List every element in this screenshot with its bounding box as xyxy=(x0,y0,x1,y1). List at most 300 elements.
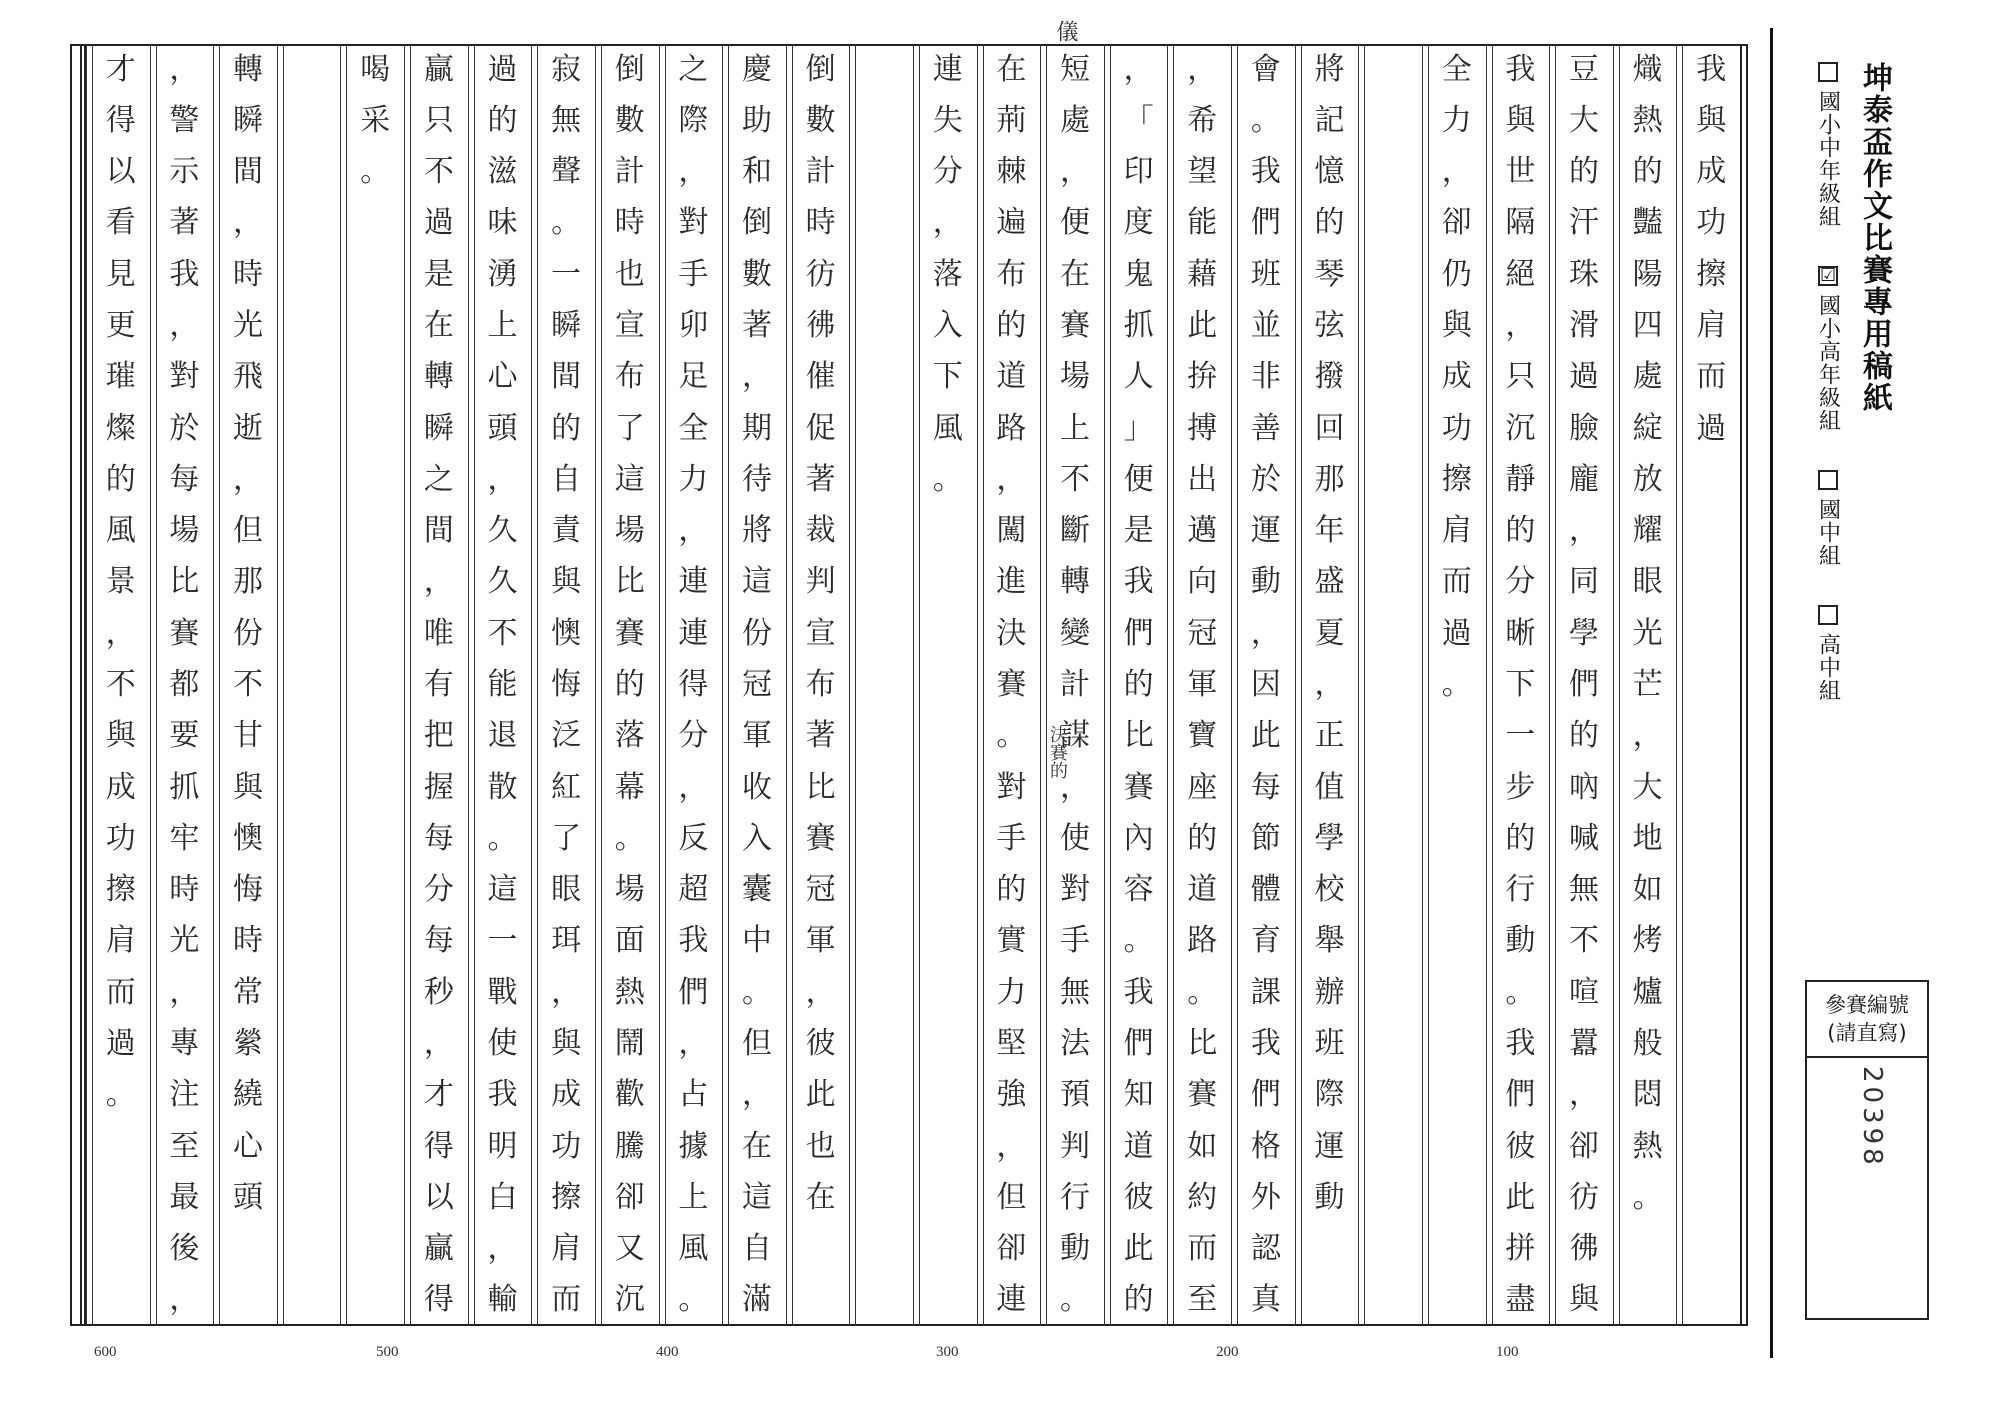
grid-character: 。 xyxy=(741,974,772,1010)
grid-character: 心 xyxy=(233,1128,264,1164)
grid-character: 。 xyxy=(487,820,518,856)
grid-character: 處 xyxy=(1632,359,1663,395)
grid-character: 至 xyxy=(169,1128,200,1164)
grid-character: 軍 xyxy=(805,923,836,959)
grid-character: 著 xyxy=(741,308,772,344)
grid-character: 警 xyxy=(169,102,200,138)
grid-character: 彷 xyxy=(805,256,836,292)
grid-character: 熱 xyxy=(614,974,645,1010)
grid-character: 進 xyxy=(996,564,1027,600)
grid-character: 班 xyxy=(1250,256,1281,292)
grid-character: 風 xyxy=(105,513,136,549)
grid-character: 們 xyxy=(678,974,709,1010)
grid-character: 動 xyxy=(1250,564,1281,600)
grid-character: 夏 xyxy=(1314,615,1345,651)
grid-character: 我 xyxy=(1505,51,1536,87)
grid-character: 間 xyxy=(233,154,264,190)
ruler-mark: 100 xyxy=(1496,1344,1519,1360)
grid-character: 鬧 xyxy=(614,1025,645,1061)
grid-character: ， xyxy=(678,1025,709,1061)
grid-character: 般 xyxy=(1632,1025,1663,1061)
grid-character: 唯 xyxy=(423,615,454,651)
grid-character: 數 xyxy=(805,102,836,138)
character-count-ruler xyxy=(0,1344,1740,1368)
form-title: 坤泰盃作文比賽專用稿紙 xyxy=(1857,62,1892,414)
grid-character: 上 xyxy=(487,308,518,344)
grid-character: 吶 xyxy=(1568,769,1599,805)
grid-character: 短 xyxy=(1060,51,1091,87)
grid-character: 的 xyxy=(996,872,1027,908)
grid-character: 過 xyxy=(1441,615,1472,651)
grid-character: 晰 xyxy=(1505,615,1536,651)
grid-character: 入 xyxy=(741,820,772,856)
grid-character: 處 xyxy=(1060,102,1091,138)
grid-character: 班 xyxy=(1314,1025,1345,1061)
grid-character: 期 xyxy=(741,410,772,446)
grid-character: 力 xyxy=(996,974,1027,1010)
grid-character: ， xyxy=(1441,154,1472,190)
grid-character: 此 xyxy=(1187,308,1218,344)
grid-character: 格 xyxy=(1250,1128,1281,1164)
grid-character: 散 xyxy=(487,769,518,805)
grid-character: 與 xyxy=(1568,1282,1599,1318)
grid-character: 。 xyxy=(678,1282,709,1318)
grid-character: 的 xyxy=(996,308,1027,344)
grid-character: 自 xyxy=(741,1231,772,1267)
grid-character: 的 xyxy=(487,102,518,138)
grid-character: 對 xyxy=(1060,872,1091,908)
grid-character: 抓 xyxy=(169,769,200,805)
grid-character: 的 xyxy=(614,667,645,702)
grid-character: 道 xyxy=(996,359,1027,395)
grid-character: 布 xyxy=(996,256,1027,292)
grid-character: 成 xyxy=(551,1077,582,1113)
grid-character: 於 xyxy=(169,410,200,446)
grid-character: 變 xyxy=(1060,615,1091,651)
grid-character: 肩 xyxy=(105,923,136,959)
grid-character: 此 xyxy=(1505,1179,1536,1215)
column-rule xyxy=(346,44,347,1326)
grid-character: 「 xyxy=(1123,102,1154,138)
grid-character: 課 xyxy=(1250,974,1281,1010)
grid-character: 法 xyxy=(1060,1025,1091,1061)
grid-character: 彼 xyxy=(1123,1179,1154,1215)
grid-character: 賽 xyxy=(614,615,645,651)
grid-character: 同 xyxy=(1568,564,1599,600)
grid-character: 正 xyxy=(1314,718,1345,754)
grid-character: 陽 xyxy=(1632,256,1663,292)
grid-character: 常 xyxy=(233,974,264,1010)
grid-character: 分 xyxy=(423,872,454,908)
grid-character: 心 xyxy=(487,359,518,395)
grid-character: ， xyxy=(1632,718,1663,754)
grid-character: 卻 xyxy=(996,1231,1027,1267)
grid-character: 邁 xyxy=(1187,513,1218,549)
grid-character: ， xyxy=(423,1025,454,1061)
grid-character: 熾 xyxy=(1632,51,1663,87)
grid-character: 場 xyxy=(169,513,200,549)
grid-character: 無 xyxy=(1568,872,1599,908)
grid-character: 轉 xyxy=(423,359,454,395)
grid-character: 催 xyxy=(805,359,836,395)
grid-character: 間 xyxy=(423,513,454,549)
grid-character: 喝 xyxy=(360,51,391,87)
grid-character: 騰 xyxy=(614,1128,645,1164)
grid-character: 過 xyxy=(487,51,518,87)
grid-character: 的 xyxy=(1505,820,1536,856)
grid-character: 烤 xyxy=(1632,923,1663,959)
grid-character: 在 xyxy=(423,308,454,344)
grid-character: 上 xyxy=(678,1179,709,1215)
grid-character: 宣 xyxy=(614,308,645,344)
grid-character: 並 xyxy=(1250,308,1281,344)
grid-character: 斷 xyxy=(1060,513,1091,549)
grid-character: 此 xyxy=(1250,718,1281,754)
grid-character: 放 xyxy=(1632,461,1663,497)
grid-character: ， xyxy=(805,974,836,1010)
grid-character: 外 xyxy=(1250,1179,1281,1215)
grid-character: 而 xyxy=(1441,564,1472,600)
grid-character: 聲 xyxy=(551,154,582,190)
grid-character: 能 xyxy=(1187,205,1218,241)
grid-character: 賽 xyxy=(169,615,200,651)
grid-character: 賽 xyxy=(996,667,1027,702)
grid-character: 手 xyxy=(996,820,1027,856)
grid-character: 望 xyxy=(1187,154,1218,190)
grid-character: 看 xyxy=(105,205,136,241)
grid-character: 這 xyxy=(614,461,645,497)
grid-character: 又 xyxy=(614,1231,645,1267)
grid-character: ， xyxy=(487,1231,518,1267)
grid-character: 於 xyxy=(1250,461,1281,497)
ruler-mark: 300 xyxy=(936,1344,959,1360)
grid-character: 注 xyxy=(169,1077,200,1113)
grid-character: 風 xyxy=(678,1231,709,1267)
grid-character: 風 xyxy=(932,410,963,446)
grid-character: 謀 xyxy=(1060,718,1091,754)
grid-character: 熱 xyxy=(1632,102,1663,138)
grid-character: 久 xyxy=(487,513,518,549)
grid-character: 鬼 xyxy=(1123,256,1154,292)
grid-character: 光 xyxy=(1632,615,1663,651)
grid-character: 熱 xyxy=(1632,1128,1663,1164)
grid-character: 大 xyxy=(1568,102,1599,138)
grid-character: 。 xyxy=(360,154,391,190)
option-junior-high xyxy=(1808,470,1848,567)
grid-character: 。 xyxy=(551,205,582,241)
grid-character: 下 xyxy=(932,359,963,395)
grid-character: 們 xyxy=(1568,667,1599,702)
grid-character: 善 xyxy=(1250,410,1281,446)
grid-character: 如 xyxy=(1632,872,1663,908)
grid-character: 場 xyxy=(614,513,645,549)
entry-number-header xyxy=(1807,982,1927,1058)
grid-character: 賽 xyxy=(1187,1077,1218,1113)
grid-character: 印 xyxy=(1123,154,1154,190)
grid-character: 有 xyxy=(423,667,454,702)
grid-character: 得 xyxy=(678,667,709,702)
grid-character: 以 xyxy=(105,154,136,190)
grid-character: 際 xyxy=(1314,1077,1345,1113)
grid-character: 全 xyxy=(678,410,709,446)
grid-character: 在 xyxy=(996,51,1027,87)
grid-character: 耀 xyxy=(1632,513,1663,549)
grid-character: 了 xyxy=(551,820,582,856)
grid-character: 也 xyxy=(614,256,645,292)
grid-character: 超 xyxy=(678,872,709,908)
option-label: 高中組 xyxy=(1815,633,1841,702)
grid-character: 彼 xyxy=(1505,1128,1536,1164)
grid-character: 璀 xyxy=(105,359,136,395)
grid-character: 入 xyxy=(932,308,963,344)
grid-character: 著 xyxy=(805,461,836,497)
grid-character: 不 xyxy=(423,154,454,190)
grid-character: 連 xyxy=(932,51,963,87)
grid-character: 頭 xyxy=(487,410,518,446)
grid-character: ， xyxy=(1250,615,1281,651)
grid-character: 藉 xyxy=(1187,256,1218,292)
grid-character: 能 xyxy=(487,667,518,702)
grid-character: ， xyxy=(1060,154,1091,190)
grid-character: 預 xyxy=(1060,1077,1091,1113)
entry-number-value: 20398 xyxy=(1857,1066,1887,1169)
grid-character: ， xyxy=(169,308,200,344)
grid-character: 我 xyxy=(1250,1025,1281,1061)
grid-character: 。 xyxy=(1632,1179,1663,1215)
grid-character: 退 xyxy=(487,718,518,754)
grid-character: ， xyxy=(932,205,963,241)
grid-character: 運 xyxy=(1250,513,1281,549)
grid-character: 滋 xyxy=(487,154,518,190)
grid-character: 悶 xyxy=(1632,1077,1663,1113)
grid-character: ， xyxy=(1123,51,1154,87)
grid-character: 這 xyxy=(487,872,518,908)
grid-character: 與 xyxy=(233,769,264,805)
option-label: 國小中年級組 xyxy=(1815,90,1841,228)
grid-character: 擦 xyxy=(105,872,136,908)
grid-character: 場 xyxy=(614,872,645,908)
grid-character: 隔 xyxy=(1505,205,1536,241)
grid-character: 與 xyxy=(551,564,582,600)
grid-character: 爐 xyxy=(1632,974,1663,1010)
grid-character: 卻 xyxy=(1568,1128,1599,1164)
grid-character: 道 xyxy=(1187,872,1218,908)
grid-character: 秒 xyxy=(423,974,454,1010)
grid-character: 度 xyxy=(1123,205,1154,241)
grid-character: 收 xyxy=(741,769,772,805)
grid-character: 肩 xyxy=(1696,308,1727,344)
grid-character: 」 xyxy=(1123,410,1154,446)
grid-character: 。 xyxy=(1505,974,1536,1010)
grid-character: 力 xyxy=(678,461,709,497)
grid-character: 育 xyxy=(1250,923,1281,959)
grid-character: 豆 xyxy=(1568,51,1599,87)
grid-character: 但 xyxy=(741,1025,772,1061)
grid-character: 記 xyxy=(1314,102,1345,138)
grid-character: 座 xyxy=(1187,769,1218,805)
grid-character: 體 xyxy=(1250,872,1281,908)
grid-character: 與 xyxy=(551,1025,582,1061)
grid-character: 過 xyxy=(1568,359,1599,395)
grid-character: 我 xyxy=(169,256,200,292)
grid-character: 眼 xyxy=(551,872,582,908)
grid-character: 對 xyxy=(996,769,1027,805)
grid-character: 無 xyxy=(1060,974,1091,1010)
grid-character: 在 xyxy=(805,1179,836,1215)
grid-character: 久 xyxy=(487,564,518,600)
grid-character: 功 xyxy=(1696,205,1727,241)
grid-character: 憶 xyxy=(1314,154,1345,190)
grid-character: 與 xyxy=(1696,102,1727,138)
grid-character: 贏 xyxy=(423,1231,454,1267)
grid-character: 地 xyxy=(1632,820,1663,856)
column-rule xyxy=(1364,44,1365,1326)
grid-character: 因 xyxy=(1250,667,1281,702)
grid-character: 動 xyxy=(1505,923,1536,959)
grid-character: 倒 xyxy=(614,51,645,87)
grid-character: 彷 xyxy=(1568,1179,1599,1215)
grid-character: 而 xyxy=(1187,1231,1218,1267)
grid-character: 的 xyxy=(1632,154,1663,190)
grid-character: 賽 xyxy=(1123,769,1154,805)
grid-character: 據 xyxy=(678,1128,709,1164)
grid-character: 絕 xyxy=(1505,256,1536,292)
grid-character: 倒 xyxy=(741,205,772,241)
grid-character: ， xyxy=(233,461,264,497)
grid-character: ， xyxy=(487,461,518,497)
grid-character: 此 xyxy=(805,1077,836,1113)
grid-character: 慶 xyxy=(741,51,772,87)
grid-character: 轉 xyxy=(1060,564,1091,600)
grid-character: 手 xyxy=(1060,923,1091,959)
grid-character: 擦 xyxy=(1441,461,1472,497)
grid-character: ， xyxy=(169,974,200,1010)
column-rule xyxy=(340,44,341,1326)
grid-character: 幕 xyxy=(614,769,645,805)
grid-character: ， xyxy=(169,1282,200,1318)
grid-character: 促 xyxy=(805,410,836,446)
handwritten-insert-note: 儀 xyxy=(1053,20,1078,42)
grid-character: 肩 xyxy=(1441,513,1472,549)
grid-character: 一 xyxy=(487,923,518,959)
entry-number-instruction: (請直寫) xyxy=(1827,1021,1907,1045)
grid-character: 後 xyxy=(169,1231,200,1267)
grid-character: 我 xyxy=(1250,154,1281,190)
grid-character: 的 xyxy=(1568,718,1599,754)
grid-character: 更 xyxy=(105,308,136,344)
grid-character: 只 xyxy=(1505,359,1536,395)
grid-character: 汗 xyxy=(1568,205,1599,241)
grid-character: 燦 xyxy=(105,410,136,446)
grid-character: 對 xyxy=(169,359,200,395)
grid-character: 過 xyxy=(105,1025,136,1061)
grid-character: 悔 xyxy=(233,872,264,908)
grid-character: 采 xyxy=(360,102,391,138)
grid-character: 比 xyxy=(805,769,836,805)
grid-character: 計 xyxy=(805,154,836,190)
grid-character: 大 xyxy=(1632,769,1663,805)
grid-character: ， xyxy=(741,1077,772,1113)
grid-character: 份 xyxy=(741,615,772,651)
grid-character: 世 xyxy=(1505,154,1536,190)
grid-character: ， xyxy=(423,564,454,600)
grid-character: 。 xyxy=(614,820,645,856)
grid-character: 會 xyxy=(1250,51,1281,87)
grid-character: 一 xyxy=(1505,718,1536,754)
grid-character: 決 xyxy=(996,615,1027,651)
grid-character: 我 xyxy=(1696,51,1727,87)
grid-character: 彿 xyxy=(805,308,836,344)
checkbox-icon xyxy=(1818,62,1838,82)
grid-character: 喧 xyxy=(1568,974,1599,1010)
grid-character: 不 xyxy=(105,667,136,702)
grid-character: 比 xyxy=(1123,718,1154,754)
grid-character: 。 xyxy=(105,1077,136,1113)
grid-character: 面 xyxy=(614,923,645,959)
grid-character: 分 xyxy=(932,154,963,190)
grid-character: 擦 xyxy=(551,1179,582,1215)
grid-character: 裁 xyxy=(805,513,836,549)
grid-character: 。 xyxy=(1441,667,1472,702)
grid-character: 湧 xyxy=(487,256,518,292)
grid-character: 冠 xyxy=(741,667,772,702)
grid-character: 著 xyxy=(169,205,200,241)
grid-character: 悔 xyxy=(551,667,582,702)
grid-character: 間 xyxy=(551,359,582,395)
grid-character: 喊 xyxy=(1568,820,1599,856)
grid-character: 分 xyxy=(678,718,709,754)
grid-character: 倒 xyxy=(805,51,836,87)
ruler-mark: 500 xyxy=(376,1344,399,1360)
grid-character: 這 xyxy=(741,564,772,600)
grid-character: 見 xyxy=(105,256,136,292)
grid-character: 至 xyxy=(1187,1282,1218,1318)
entry-number-label: 參賽編號 xyxy=(1825,992,1909,1017)
grid-character: 以 xyxy=(423,1179,454,1215)
grid-character: 盛 xyxy=(1314,564,1345,600)
grid-character: 滑 xyxy=(1568,308,1599,344)
option-upper-elementary xyxy=(1808,266,1848,432)
grid-character: 卻 xyxy=(614,1179,645,1215)
grid-character: 動 xyxy=(1314,1179,1345,1215)
grid-character: 人 xyxy=(1123,359,1154,395)
grid-character: 轉 xyxy=(233,51,264,87)
grid-character: 頭 xyxy=(233,1179,264,1215)
grid-character: 內 xyxy=(1123,820,1154,856)
grid-character: 行 xyxy=(1060,1179,1091,1215)
grid-character: 沉 xyxy=(1505,410,1536,446)
grid-character: 失 xyxy=(932,102,963,138)
grid-character: 懊 xyxy=(233,820,264,856)
grid-character: 琴 xyxy=(1314,256,1345,292)
grid-character: 們 xyxy=(1250,1077,1281,1113)
grid-character: 不 xyxy=(1568,923,1599,959)
grid-character: 是 xyxy=(1123,513,1154,549)
grid-character: 對 xyxy=(678,205,709,241)
grid-character: 待 xyxy=(741,461,772,497)
grid-character: 強 xyxy=(996,1077,1027,1113)
grid-character: 與 xyxy=(1441,308,1472,344)
grid-character: 囂 xyxy=(1568,1025,1599,1061)
grid-character: 比 xyxy=(614,564,645,600)
grid-character: 每 xyxy=(423,923,454,959)
grid-character: 我 xyxy=(487,1077,518,1113)
grid-character: 希 xyxy=(1187,102,1218,138)
grid-character: 過 xyxy=(1696,410,1727,446)
grid-character: 冠 xyxy=(805,872,836,908)
grid-character: 道 xyxy=(1123,1128,1154,1164)
grid-character: 彿 xyxy=(1568,1231,1599,1267)
